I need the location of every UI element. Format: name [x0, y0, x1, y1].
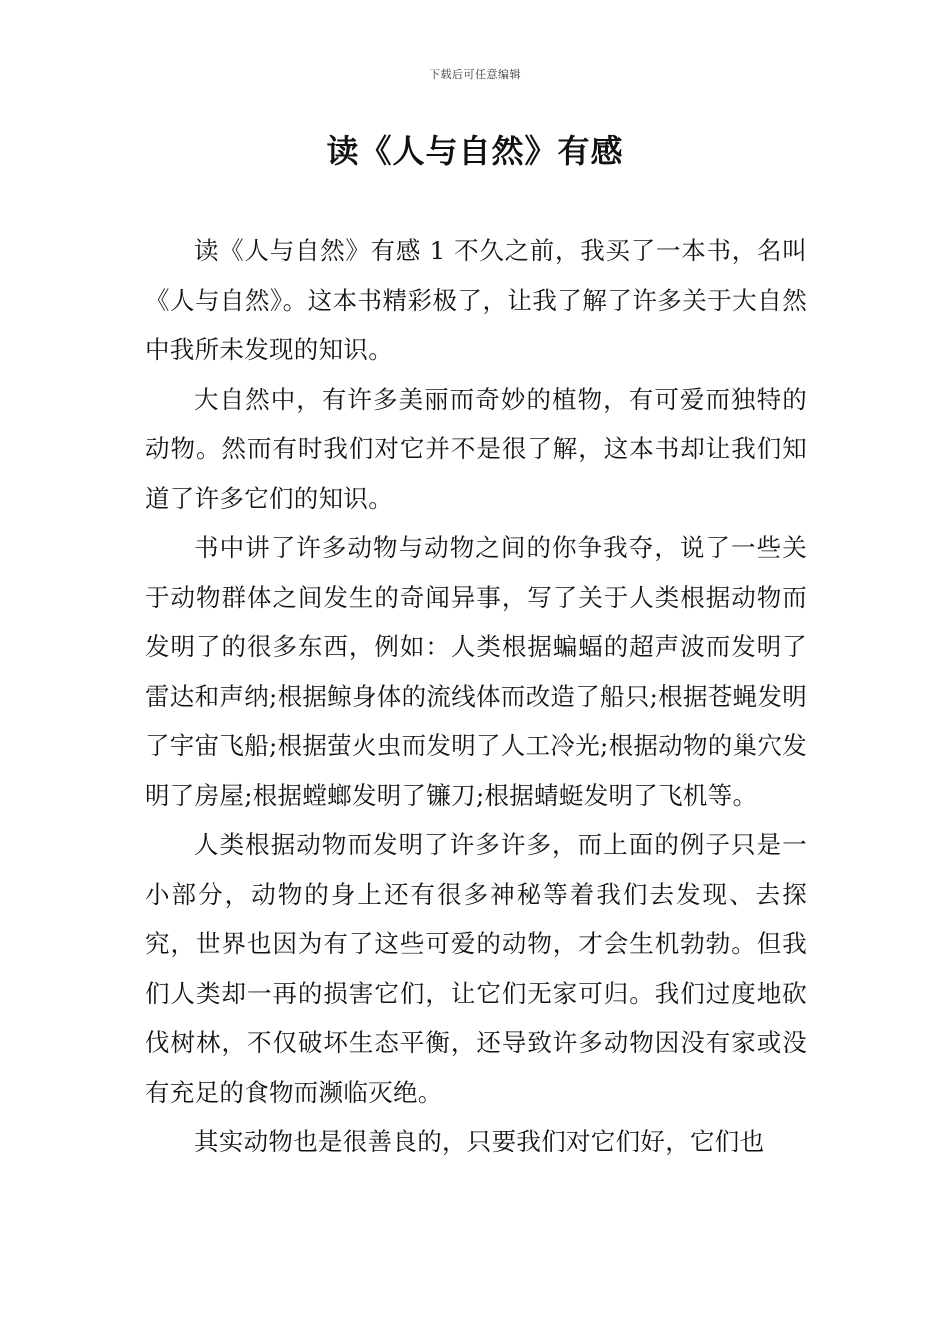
body-text [145, 226, 807, 1167]
page-title: 读《人与自然》有感 [326, 132, 624, 170]
paragraph: 读《人与自然》有感 1 不久之前，我买了一本书，名叫《人与自然》。这本书精彩极了，让我了解了许多关于大自然中我所未发现的知识。 [145, 236, 807, 364]
paragraph: 大自然中，有许多美丽而奇妙的植物，有可爱而独特的动物。然而有时我们对它并不是很了解，这本书却让我们知道了许多它们的知识。 [145, 384, 807, 513]
paragraph: 人类根据动物而发明了许多许多，而上面的例子只是一小部分，动物的身上还有很多神秘等着我们去发现、去探究，世界也因为有了这些可爱的动物，才会生机勃勃。但我们人类却一再的损害它们，让它们无家可归。我们过度地砍伐树林，不仅破坏生态平衡，还导致许多动物因没有家或没有充足的食物而濒临灭绝。 [145, 830, 807, 1107]
paragraph: 其实动物也是很善良的，只要我们对它们好，它们也 [194, 1127, 765, 1156]
paragraph: 书中讲了许多动物与动物之间的你争我夺，说了一些关于动物群体之间发生的奇闻异事，写了关于人类根据动物而发明了的很多东西，例如：人类根据蝙蝠的超声波而发明了雷达和声纳;根据鲸身体的流线体而改造了船只;根据苍蝇发明了宇宙飞船;根据萤火虫而发明了人工冷光;根据动物的巢穴发明了房屋;根据螳螂发明了镰刀;根据蜻蜓发明了飞机等。 [145, 533, 807, 810]
header-note: 下载后可任意编辑 [429, 68, 521, 81]
